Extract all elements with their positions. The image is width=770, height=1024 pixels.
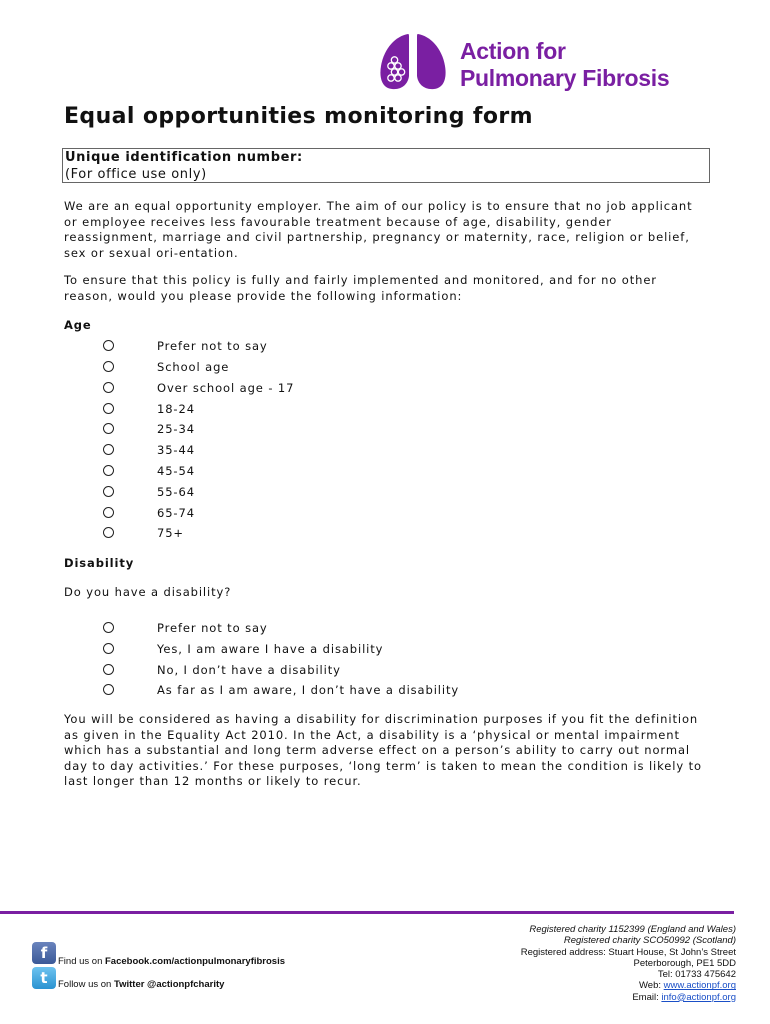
disability-section-title: Disability: [64, 556, 135, 570]
lungs-icon: [378, 30, 448, 92]
option-label: Yes, I am aware I have a disability: [157, 642, 384, 656]
option-label: Prefer not to say: [157, 339, 268, 353]
website-link[interactable]: www.actionpf.org: [663, 980, 736, 992]
information-request-paragraph: To ensure that this policy is fully and fairly implemented and monitored, and for no other reason, would you please provide the following information:: [64, 273, 657, 303]
logo-line-2: Pulmonary Fibrosis: [460, 65, 670, 91]
option-label: 25-34: [157, 422, 195, 436]
option-label: 35-44: [157, 443, 195, 457]
unique-id-field[interactable]: [62, 148, 710, 183]
radio-button[interactable]: [103, 465, 114, 476]
disability-question: Do you have a disability?: [64, 585, 232, 599]
age-section-title: Age: [64, 318, 92, 332]
registered-address-line-1: Registered address: Stuart House, St John’s Street: [520, 946, 736, 958]
radio-button[interactable]: [103, 507, 114, 518]
radio-button[interactable]: [103, 403, 114, 414]
radio-button[interactable]: [103, 382, 114, 393]
option-label: As far as I am aware, I don’t have a disability: [157, 683, 460, 697]
radio-button[interactable]: [103, 361, 114, 372]
disability-definition-paragraph: You will be considered as having a disability for discrimination purposes if you fit the definition as given in the Equality Act 2010. In the Act, a disability is a ‘physical or mental impairment which has a substantial and long term adverse effect on a person’s ability to carry out normal day to day activities.’ For these purposes, ‘long term’ is taken to mean the condition is likely to last longer than 12 months or likely to recur.: [64, 712, 702, 788]
radio-button[interactable]: [103, 664, 114, 675]
facebook-icon[interactable]: f: [32, 942, 56, 964]
email-line: [521, 992, 736, 1003]
radio-button[interactable]: [103, 444, 114, 455]
footer-divider: [0, 911, 734, 914]
charity-number-england: Registered charity 1152399 (England and Wales): [529, 924, 736, 935]
option-label: School age: [157, 360, 230, 374]
option-label: 18-24: [157, 402, 195, 416]
option-label: 55-64: [157, 485, 195, 499]
charity-details: [521, 924, 736, 1003]
option-label: 65-74: [157, 506, 195, 520]
radio-button[interactable]: [103, 622, 114, 633]
unique-id-label: Unique identification number:: [65, 150, 303, 165]
option-label: 45-54: [157, 464, 195, 478]
option-label: Prefer not to say: [157, 621, 268, 635]
policy-paragraph: We are an equal opportunity employer. The aim of our policy is to ensure that no job applicant or employee receives less favourable treatment because of age, disability, gender reassignment, marriage and civil partnership, pregnancy or maternity, race, religion or belief, sex or sexual ori-entation.: [64, 199, 693, 260]
radio-button[interactable]: [103, 340, 114, 351]
radio-button[interactable]: [103, 527, 114, 538]
email-prefix: Email:: [632, 991, 662, 1003]
twitter-handle: Twitter @actionpfcharity: [113, 979, 225, 990]
twitter-prefix: Follow us on: [58, 979, 114, 990]
option-label: 75+: [157, 526, 184, 540]
radio-button[interactable]: [103, 423, 114, 434]
radio-button[interactable]: [103, 486, 114, 497]
radio-button[interactable]: [103, 643, 114, 654]
page-title: Equal opportunities monitoring form: [64, 104, 533, 129]
option-label: No, I don’t have a disability: [157, 663, 341, 677]
option-label: Over school age - 17: [157, 381, 295, 395]
logo-line-1: Action for: [460, 38, 566, 64]
twitter-icon[interactable]: t: [32, 967, 56, 989]
radio-button[interactable]: [103, 684, 114, 695]
office-use-note: (For office use only): [65, 167, 207, 182]
twitter-link[interactable]: [58, 979, 224, 990]
registered-address-line-2: Peterborough, PE1 5DD: [633, 957, 736, 969]
charity-number-scotland: Registered charity SCO50992 (Scotland): [563, 935, 736, 947]
web-prefix: Web:: [639, 980, 664, 992]
facebook-handle: Facebook.com/actionpulmonaryfibrosis: [105, 956, 286, 967]
telephone: Tel: 01733 475642: [657, 969, 736, 981]
facebook-prefix: Find us on: [58, 956, 105, 967]
facebook-link[interactable]: [58, 956, 285, 967]
brand-logo: [378, 30, 718, 95]
email-link[interactable]: info@actionpf.org: [661, 991, 736, 1003]
website-line: [521, 980, 736, 991]
social-links: [30, 942, 350, 1002]
